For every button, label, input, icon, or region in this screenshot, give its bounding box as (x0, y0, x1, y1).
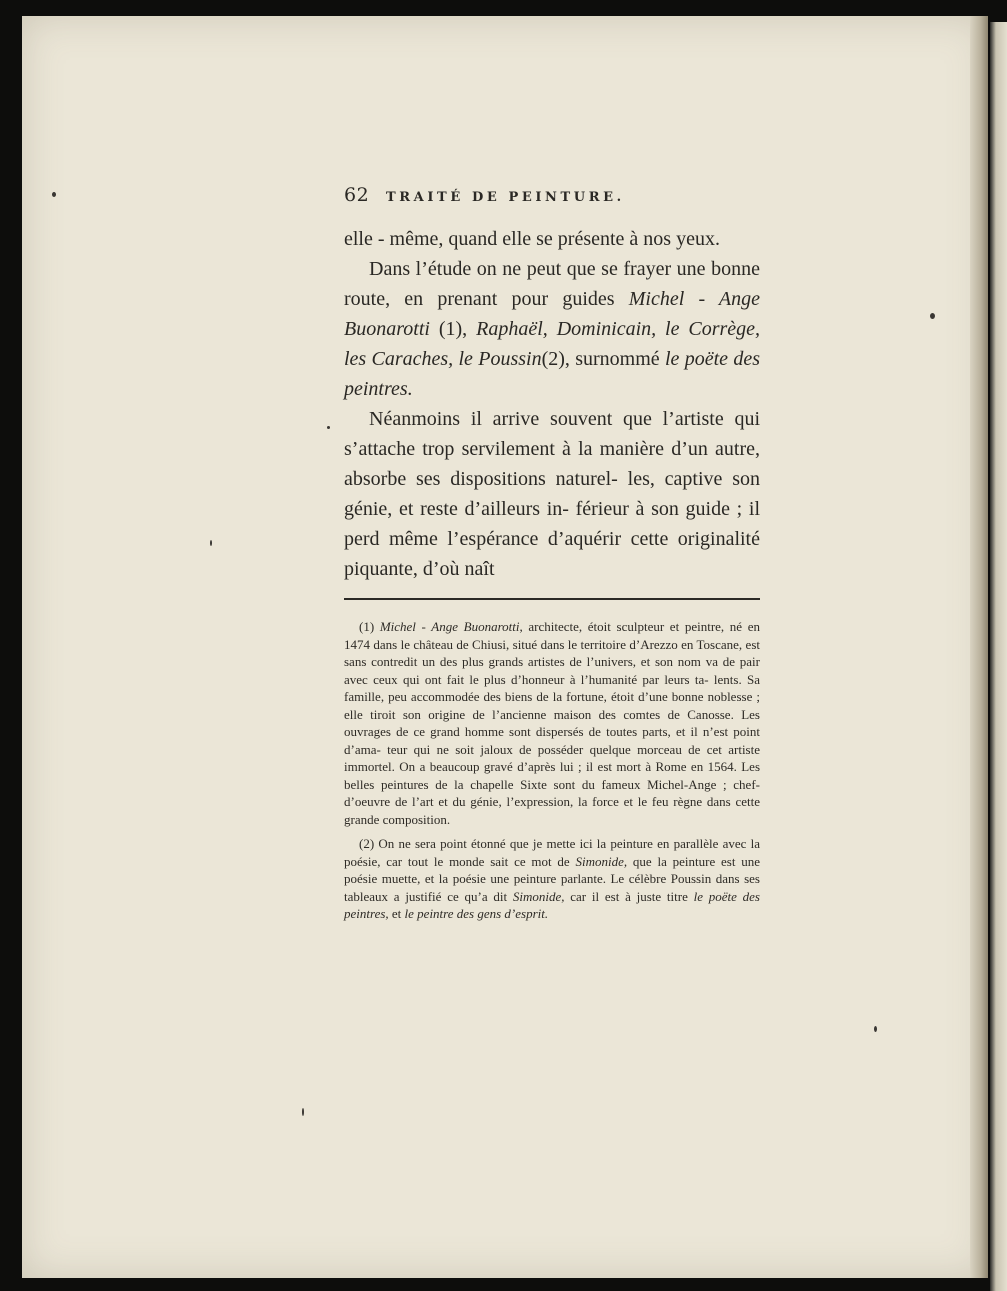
footnote-divider (344, 598, 760, 600)
footnote-marker: (2) (359, 836, 375, 851)
paragraph: Néanmoins il arrive souvent que l’artiste qui s’attache trop servilement à la manière d’un autre, absorbe ses dispositions naturel- les, captive son génie, et reste d’ailleurs in- férieur à son guide ; il perd même l’espérance d’aquérir cette originalité piquante, d’où naît (344, 408, 760, 580)
footnote-epithet: le poëte des peintres, (344, 888, 760, 921)
footnote-name: Simonide, (512, 888, 565, 904)
footnote-marker: (1) (359, 619, 375, 634)
artist-name: Raphaël, (476, 318, 548, 340)
footnote-name: Simonide, (575, 853, 628, 869)
footnote-text: On ne sera point étonné que je mette ici la peinture en parallèle avec la poésie, car tout le monde sait ce mot de (344, 836, 761, 869)
artist-name: Michel - Ange Buonarotti (344, 288, 761, 340)
running-title: TRAITÉ DE PEINTURE. (386, 190, 625, 205)
page-text-block (344, 184, 760, 930)
footnote-text: architecte, étoit sculpteur et peintre, né en 1474 dans le château de Chiusi, situé dans le territoire d’Arezzo en Toscane, est sans contredit un des plus grands artistes de l’univers, et son nom va de pair avec ceux qui ont fait le plus d’honneur à l’humanité par leurs ta- lents. Sa famille, peu accommodée des biens de la fortune, étoit d’une bonne noblesse ; elle tiroit son origine de l’ancienne maison des comtes de Canosse. Les ouvrages de ce grand homme sont dispersés de toutes parts, et il n’est point d’ama- teur qui ne soit jaloux de posséder quelque morceau de cet artiste immortel. On a beaucoup gravé d’après lui ; il est mort à Rome en 1564. Les belles peintures de la chapelle Sixte sont du fameux Michel-Ange ; chef-d’oeuvre de l’art et du génie, l’expression, la force et le feu règne dans cette grande composition. (344, 619, 760, 827)
footnote-epithet: le peintre des gens d’esprit. (404, 906, 549, 921)
footnote-reference: (1), (438, 318, 468, 340)
page-gutter (970, 16, 988, 1278)
footnote-text: que la peinture est une poésie muette, et la poésie une peinture parlante. Le célèbre Poussin dans ses tableaux a justifié ce qu’a dit (344, 853, 761, 904)
artist-name: le Corrège, (665, 318, 761, 340)
main-text (344, 224, 760, 584)
paragraph: elle - même, quand elle se présente à nos yeux. (344, 228, 720, 250)
artist-name: les Caraches, (344, 348, 454, 370)
paper-speck (302, 1108, 304, 1116)
paper-speck (327, 426, 330, 429)
running-header (344, 184, 760, 224)
footnote-text: car il est à juste titre (570, 888, 688, 904)
artist-name: Dominicain, (556, 318, 657, 340)
paper-speck (210, 540, 212, 546)
page-number: 62 (344, 184, 370, 206)
footnote-1 (344, 618, 760, 828)
facing-page-edge (990, 22, 1007, 1291)
footnote-2 (344, 835, 760, 923)
footnote-name: Michel - Ange Buonarotti, (379, 619, 523, 634)
paper-speck (874, 1026, 877, 1032)
footnote-text: et (391, 906, 402, 921)
artist-name: le Poussin (458, 348, 542, 370)
paper-speck (52, 192, 56, 197)
paper-speck (930, 313, 935, 319)
footnotes (344, 618, 760, 923)
footnote-reference: (2), surnommé (541, 348, 660, 370)
paragraph-text: Dans l’étude on ne peut que se frayer une bonne route, en prenant pour guides (344, 258, 760, 310)
paragraph (344, 254, 760, 404)
epithet: le poëte des peintres. (344, 348, 760, 400)
